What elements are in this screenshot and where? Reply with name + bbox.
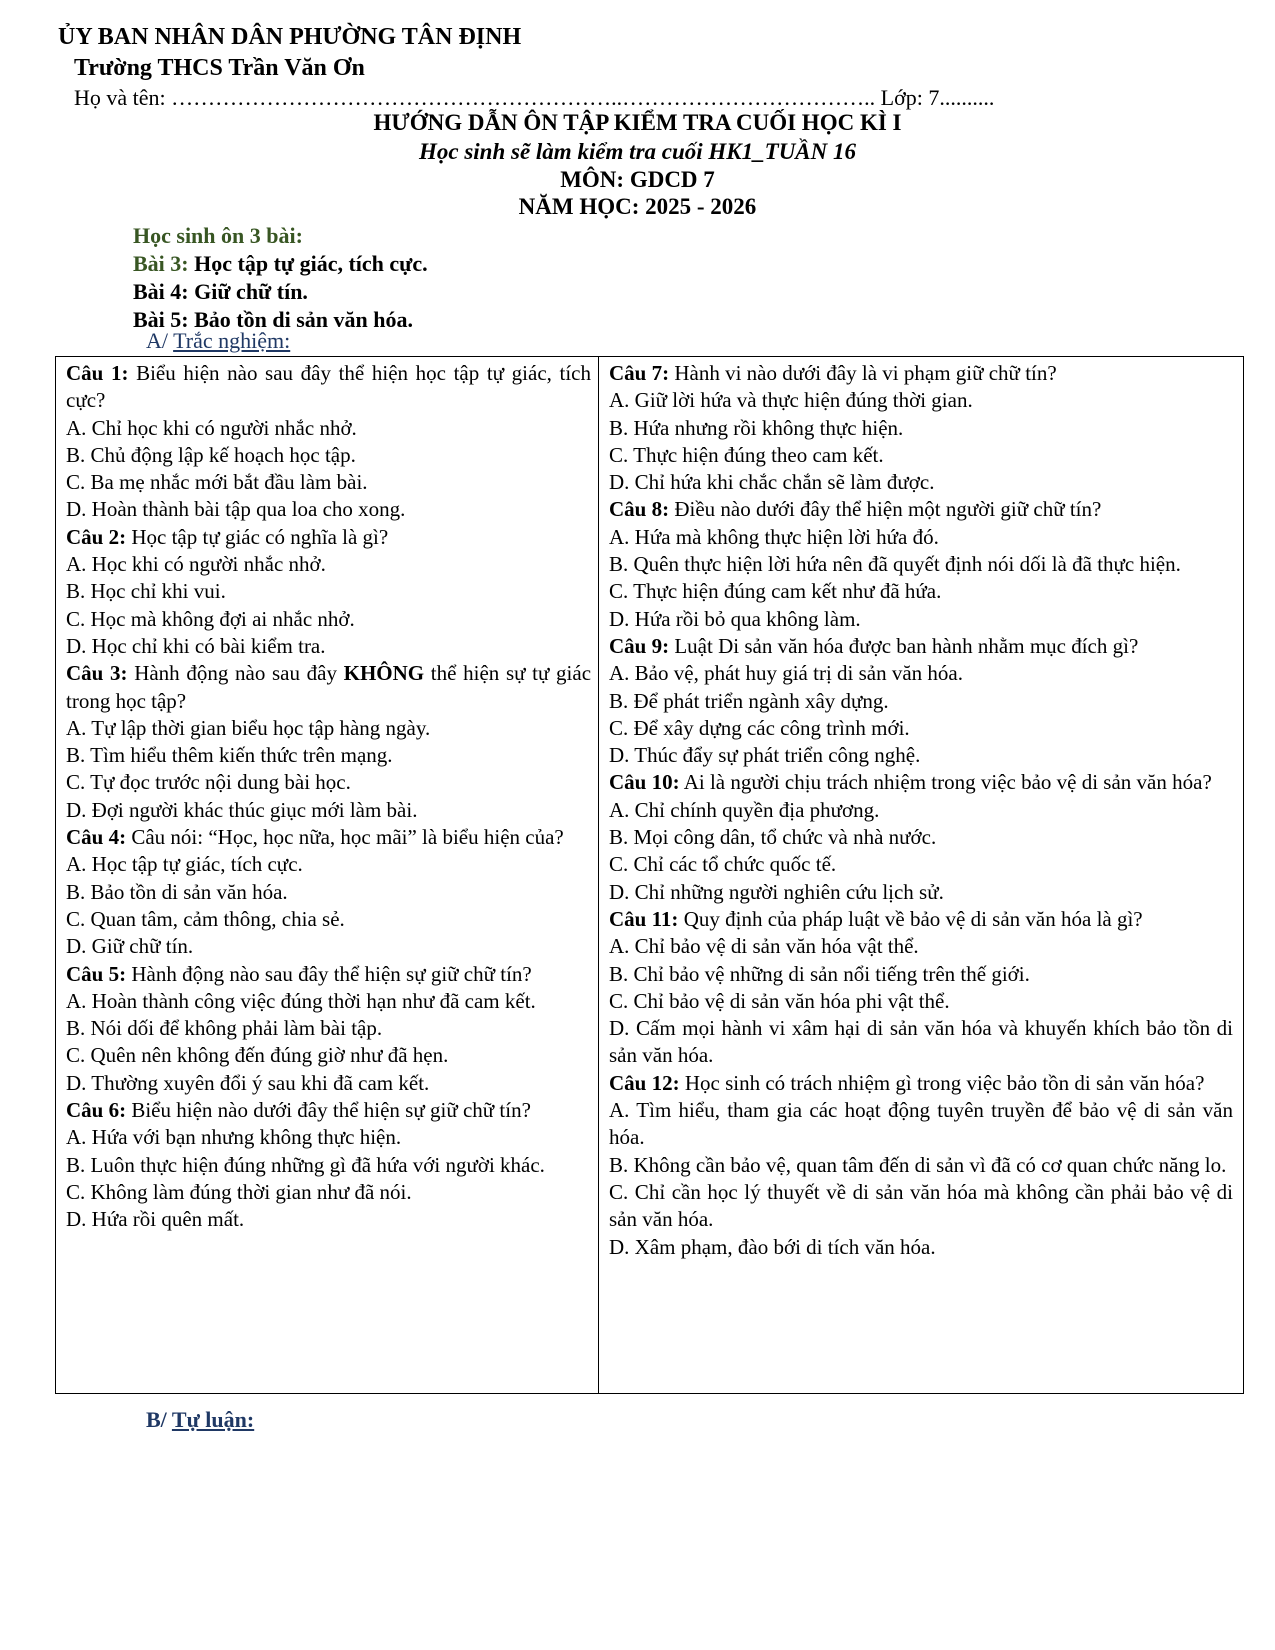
question-text: thể hiện sự tự giác trong học tập? bbox=[66, 661, 592, 713]
question-number: Câu 3: bbox=[66, 661, 128, 686]
class-label: Lớp: 7.......... bbox=[880, 85, 995, 110]
document-title: HƯỚNG DẪN ÔN TẬP KIỂM TRA CUỐI HỌC KÌ I bbox=[373, 110, 902, 135]
lesson-label: Bài 3: bbox=[133, 251, 189, 276]
question-number: Câu 12: bbox=[609, 1070, 680, 1095]
question bbox=[66, 524, 591, 551]
answer-option: A. Hoàn thành công việc đúng thời hạn như đã cam kết. bbox=[66, 988, 536, 1013]
answer-option: B. Hứa nhưng rồi không thực hiện. bbox=[609, 415, 904, 440]
answer-option: C. Chỉ bảo vệ di sản văn hóa phi vật thể. bbox=[609, 988, 950, 1013]
question bbox=[609, 906, 1233, 933]
question bbox=[609, 360, 1233, 387]
section-letter: A/ bbox=[146, 328, 168, 353]
answer-option: D. Giữ chữ tín. bbox=[66, 934, 194, 959]
answer-option: C. Ba mẹ nhắc mới bắt đầu làm bài. bbox=[66, 470, 368, 495]
question bbox=[609, 1070, 1233, 1097]
question bbox=[66, 660, 591, 715]
question-number: Câu 4: bbox=[66, 825, 127, 850]
answer-option: A. Học khi có người nhắc nhở. bbox=[66, 552, 326, 577]
lesson-label: Bài 4: bbox=[133, 279, 189, 304]
answer-option: B. Bảo tồn di sản văn hóa. bbox=[66, 879, 288, 904]
question bbox=[66, 961, 591, 988]
section-letter: B/ bbox=[146, 1407, 167, 1432]
answer-option: D. Hứa rồi bỏ qua không làm. bbox=[609, 606, 861, 631]
lesson-title: Bảo tồn di sản văn hóa. bbox=[194, 307, 413, 332]
answer-option: A. Giữ lời hứa và thực hiện đúng thời gian. bbox=[609, 388, 973, 413]
answer-option: A. Hứa với bạn nhưng không thực hiện. bbox=[66, 1125, 402, 1150]
answer-option: B. Học chỉ khi vui. bbox=[66, 579, 226, 604]
section-b-heading bbox=[146, 1407, 254, 1433]
emphasis-word: KHÔNG bbox=[343, 661, 425, 686]
answer-option: B. Không cần bảo vệ, quan tâm đến di sản vì đã có cơ quan chức năng lo. bbox=[609, 1152, 1227, 1177]
question-text: Biểu hiện nào dưới đây thể hiện sự giữ chữ tín? bbox=[131, 1098, 531, 1123]
answer-option: D. Xâm phạm, đào bới di tích văn hóa. bbox=[609, 1234, 936, 1259]
answer-option: C. Chỉ cần học lý thuyết về di sản văn hóa mà không cần phải bảo vệ di sản văn hóa. bbox=[609, 1179, 1233, 1232]
question-number: Câu 2: bbox=[66, 524, 127, 549]
question-number: Câu 5: bbox=[66, 961, 127, 986]
lesson-label: Bài 5: bbox=[133, 307, 189, 332]
answer-option: A. Hứa mà không thực hiện lời hứa đó. bbox=[609, 524, 939, 549]
name-blank: ……………………………………………………..…………………………….. bbox=[171, 85, 881, 110]
answer-option: D. Đợi người khác thúc giục mới làm bài. bbox=[66, 797, 418, 822]
answer-option: C. Quan tâm, cảm thông, chia sẻ. bbox=[66, 906, 345, 931]
question bbox=[66, 1097, 591, 1124]
question bbox=[66, 824, 591, 851]
question-text: Học tập tự giác có nghĩa là gì? bbox=[131, 524, 389, 549]
answer-option: A. Chỉ chính quyền địa phương. bbox=[609, 797, 880, 822]
answer-option: C. Thực hiện đúng theo cam kết. bbox=[609, 442, 884, 467]
school-year: NĂM HỌC: 2025 - 2026 bbox=[518, 194, 757, 219]
answer-option: D. Chỉ những người nghiên cứu lịch sử. bbox=[609, 879, 944, 904]
question-number: Câu 8: bbox=[609, 497, 670, 522]
answer-option: D. Hoàn thành bài tập qua loa cho xong. bbox=[66, 497, 406, 522]
lesson-item bbox=[133, 250, 428, 278]
question bbox=[609, 633, 1233, 660]
questions-table bbox=[55, 356, 1244, 1394]
question-text: Quy định của pháp luật về bảo vệ di sản văn hóa là gì? bbox=[683, 906, 1143, 931]
section-title: Trắc nghiệm: bbox=[173, 328, 291, 353]
question bbox=[66, 360, 591, 415]
question bbox=[609, 496, 1233, 523]
answer-option: C. Để xây dựng các công trình mới. bbox=[609, 715, 910, 740]
answer-option: B. Mọi công dân, tổ chức và nhà nước. bbox=[609, 825, 937, 850]
question bbox=[609, 769, 1233, 796]
question-number: Câu 10: bbox=[609, 770, 680, 795]
question-number: Câu 11: bbox=[609, 906, 679, 931]
lesson-title: Giữ chữ tín. bbox=[194, 279, 308, 304]
question-text: Hành vi nào dưới đây là vi phạm giữ chữ tín? bbox=[674, 361, 1057, 385]
question-text: Học sinh có trách nhiệm gì trong việc bảo tồn di sản văn hóa? bbox=[684, 1070, 1205, 1095]
question-text: Câu nói: “Học, học nữa, học mãi” là biểu hiện của? bbox=[131, 825, 564, 850]
answer-option: D. Hứa rồi quên mất. bbox=[66, 1207, 245, 1232]
document-subtitle: Học sinh sẽ làm kiểm tra cuối HK1_TUẦN 16 bbox=[418, 139, 857, 164]
school-name: Trường THCS Trần Văn Ơn bbox=[74, 55, 365, 81]
answer-option: B. Chỉ bảo vệ những di sản nổi tiếng trên thế giới. bbox=[609, 961, 1030, 986]
answer-option: B. Tìm hiểu thêm kiến thức trên mạng. bbox=[66, 743, 393, 768]
answer-option: D. Cấm mọi hành vi xâm hại di sản văn hóa và khuyến khích bảo tồn di sản văn hóa. bbox=[609, 1016, 1233, 1068]
answer-option: C. Không làm đúng thời gian như đã nói. bbox=[66, 1179, 412, 1204]
answer-option: A. Tự lập thời gian biểu học tập hàng ngày. bbox=[66, 715, 431, 740]
answer-option: B. Để phát triển ngành xây dựng. bbox=[609, 688, 889, 713]
answer-option: A. Tìm hiểu, tham gia các hoạt động tuyên truyền để bảo vệ di sản văn hóa. bbox=[609, 1098, 1233, 1150]
lesson-item bbox=[133, 278, 428, 306]
answer-option: D. Học chỉ khi có bài kiểm tra. bbox=[66, 633, 326, 658]
question-text: Biểu hiện nào sau đây thể hiện học tập tự giác, tích cực? bbox=[66, 361, 592, 413]
question-text: Hành động nào sau đây bbox=[134, 661, 344, 686]
answer-option: C. Chỉ các tổ chức quốc tế. bbox=[609, 852, 837, 877]
answer-option: C. Học mà không đợi ai nhắc nhở. bbox=[66, 606, 355, 631]
answer-option: B. Quên thực hiện lời hứa nên đã quyết định nói dối là đã thực hiện. bbox=[609, 552, 1181, 577]
question-number: Câu 9: bbox=[609, 633, 670, 658]
left-column bbox=[66, 360, 591, 1234]
answer-option: C. Tự đọc trước nội dung bài học. bbox=[66, 770, 351, 795]
review-intro: Học sinh ôn 3 bài: bbox=[133, 223, 303, 248]
answer-option: B. Nói dối để không phải làm bài tập. bbox=[66, 1016, 383, 1041]
question-number: Câu 1: bbox=[66, 361, 129, 385]
answer-option: C. Thực hiện đúng cam kết như đã hứa. bbox=[609, 579, 942, 604]
answer-option: D. Chỉ hứa khi chắc chắn sẽ làm được. bbox=[609, 470, 935, 495]
org-name: ỦY BAN NHÂN DÂN PHƯỜNG TÂN ĐỊNH bbox=[58, 24, 522, 50]
answer-option: D. Thường xuyên đổi ý sau khi đã cam kết. bbox=[66, 1070, 430, 1095]
question-text: Ai là người chịu trách nhiệm trong việc bảo vệ di sản văn hóa? bbox=[683, 770, 1212, 795]
question-text: Luật Di sản văn hóa được ban hành nhằm mục đích gì? bbox=[674, 633, 1139, 658]
column-divider bbox=[598, 357, 599, 1393]
question-number: Câu 7: bbox=[609, 361, 670, 385]
answer-option: A. Học tập tự giác, tích cực. bbox=[66, 852, 303, 877]
review-lessons bbox=[133, 222, 428, 334]
right-column bbox=[609, 360, 1233, 1261]
section-title: Tự luận: bbox=[171, 1407, 255, 1432]
subject-line: MÔN: GDCD 7 bbox=[560, 167, 715, 192]
lesson-title: Học tập tự giác, tích cực. bbox=[194, 251, 428, 276]
question-text: Điều nào dưới đây thể hiện một người giữ chữ tín? bbox=[674, 497, 1102, 522]
answer-option: A. Chỉ bảo vệ di sản văn hóa vật thể. bbox=[609, 934, 919, 959]
name-label: Họ và tên: bbox=[74, 85, 166, 110]
answer-option: A. Bảo vệ, phát huy giá trị di sản văn hóa. bbox=[609, 661, 964, 686]
question-text: Hành động nào sau đây thể hiện sự giữ chữ tín? bbox=[131, 961, 532, 986]
question-number: Câu 6: bbox=[66, 1098, 127, 1123]
section-a-heading bbox=[146, 328, 290, 354]
answer-option: D. Thúc đẩy sự phát triển công nghệ. bbox=[609, 743, 921, 768]
answer-option: B. Luôn thực hiện đúng những gì đã hứa với người khác. bbox=[66, 1152, 545, 1177]
answer-option: B. Chủ động lập kế hoạch học tập. bbox=[66, 442, 356, 467]
student-info-line bbox=[74, 85, 994, 111]
answer-option: A. Chỉ học khi có người nhắc nhở. bbox=[66, 415, 357, 440]
answer-option: C. Quên nên không đến đúng giờ như đã hẹn. bbox=[66, 1043, 449, 1068]
